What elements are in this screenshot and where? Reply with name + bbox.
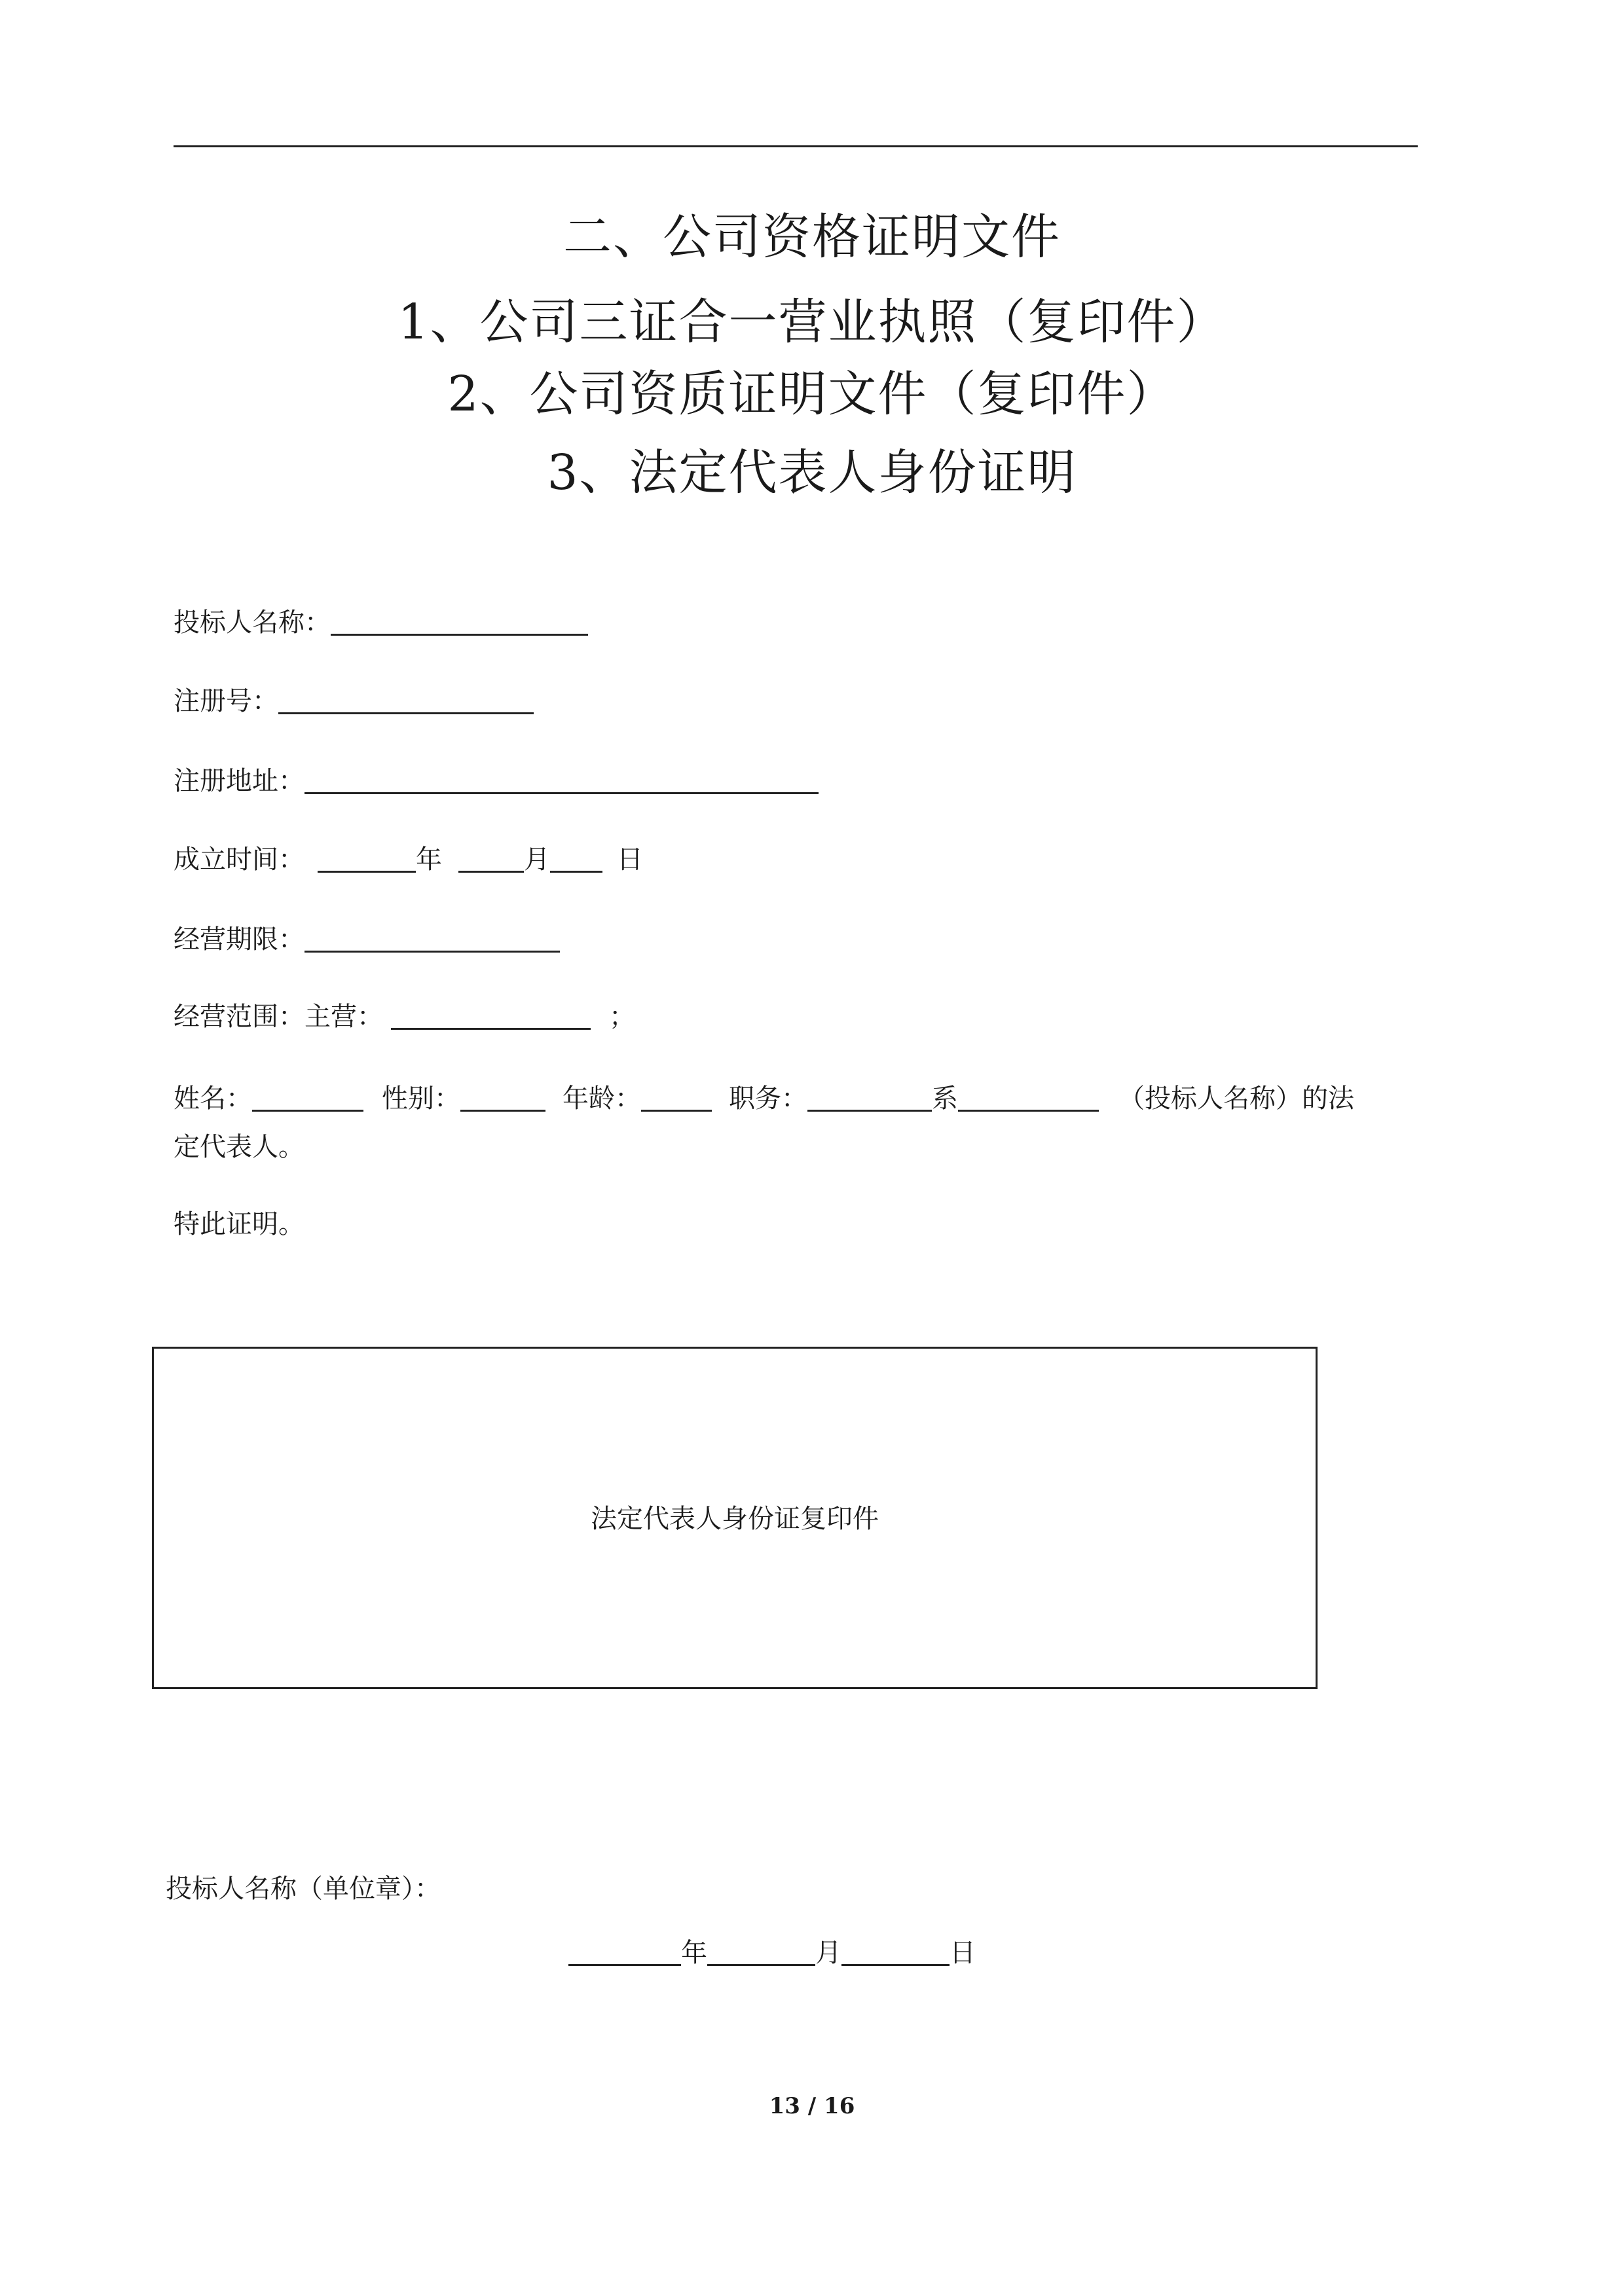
sign-month-unit: 月 (815, 1938, 841, 1968)
id-copy-box (152, 1347, 1318, 1689)
id-copy-label: 法定代表人身份证复印件 (591, 1504, 879, 1534)
gender-blank[interactable] (460, 1084, 545, 1112)
established-day-unit: 日 (617, 845, 643, 875)
position-blank[interactable] (807, 1084, 932, 1112)
period-label: 经营期限： (174, 924, 304, 955)
scope-end: ； (609, 1002, 635, 1032)
reg-addr-label: 注册地址： (174, 766, 304, 796)
sign-date-line (568, 1938, 976, 1966)
bidder-ref-blank[interactable] (958, 1084, 1099, 1112)
item-heading-legal-rep: 3、法定代表人身份证明 (547, 445, 1077, 501)
bidder-name-blank[interactable] (331, 608, 588, 636)
sign-day-blank[interactable] (841, 1938, 950, 1966)
established-label: 成立时间： (174, 845, 304, 875)
seal-label: 投标人名称（单位章）： (166, 1874, 441, 1904)
established-year-unit: 年 (416, 845, 442, 875)
section-heading: 二、公司资格证明文件 (563, 209, 1061, 265)
established-field (174, 845, 643, 873)
name-label: 姓名： (174, 1084, 252, 1114)
reg-addr-field (174, 766, 819, 794)
item-heading-qualification: 2、公司资质证明文件（复印件） (447, 366, 1177, 422)
is-label: 系 (932, 1084, 958, 1114)
scope-label: 经营范围：主营： (174, 1002, 383, 1032)
established-month-unit: 月 (524, 845, 550, 875)
bidder-name-label: 投标人名称： (174, 608, 331, 638)
established-year-blank[interactable] (318, 845, 416, 873)
sign-year-unit: 年 (681, 1938, 707, 1968)
legal-rep-tail: 定代表人。 (174, 1132, 304, 1162)
bidder-name-field (174, 608, 588, 636)
legal-rep-info-line (174, 1084, 1354, 1112)
item-heading-business-license: 1、公司三证合一营业执照（复印件） (397, 294, 1227, 350)
header-rule (174, 145, 1418, 147)
age-label: 年龄： (563, 1084, 641, 1114)
established-day-blank[interactable] (550, 845, 602, 873)
legal-rep-tail-line (174, 1134, 304, 1160)
period-field (174, 924, 560, 953)
position-label: 职务： (729, 1084, 807, 1114)
scope-blank[interactable] (391, 1002, 591, 1030)
certify-text: 特此证明。 (174, 1209, 304, 1239)
reg-no-label: 注册号： (174, 686, 278, 716)
sign-month-blank[interactable] (707, 1938, 815, 1966)
certify-line (174, 1211, 304, 1237)
gender-label: 性别： (382, 1084, 460, 1114)
reg-no-field (174, 686, 534, 714)
page-number: 13 / 16 (769, 2093, 855, 2119)
reg-no-blank[interactable] (278, 686, 534, 714)
age-blank[interactable] (641, 1084, 712, 1112)
period-blank[interactable] (304, 924, 560, 953)
name-blank[interactable] (252, 1084, 363, 1112)
reg-addr-blank[interactable] (304, 766, 819, 794)
bidder-ref-text: （投标人名称）的法 (1118, 1084, 1354, 1114)
scope-field (174, 1002, 635, 1030)
sign-year-blank[interactable] (568, 1938, 681, 1966)
established-month-blank[interactable] (458, 845, 524, 873)
sign-day-unit: 日 (950, 1938, 976, 1968)
